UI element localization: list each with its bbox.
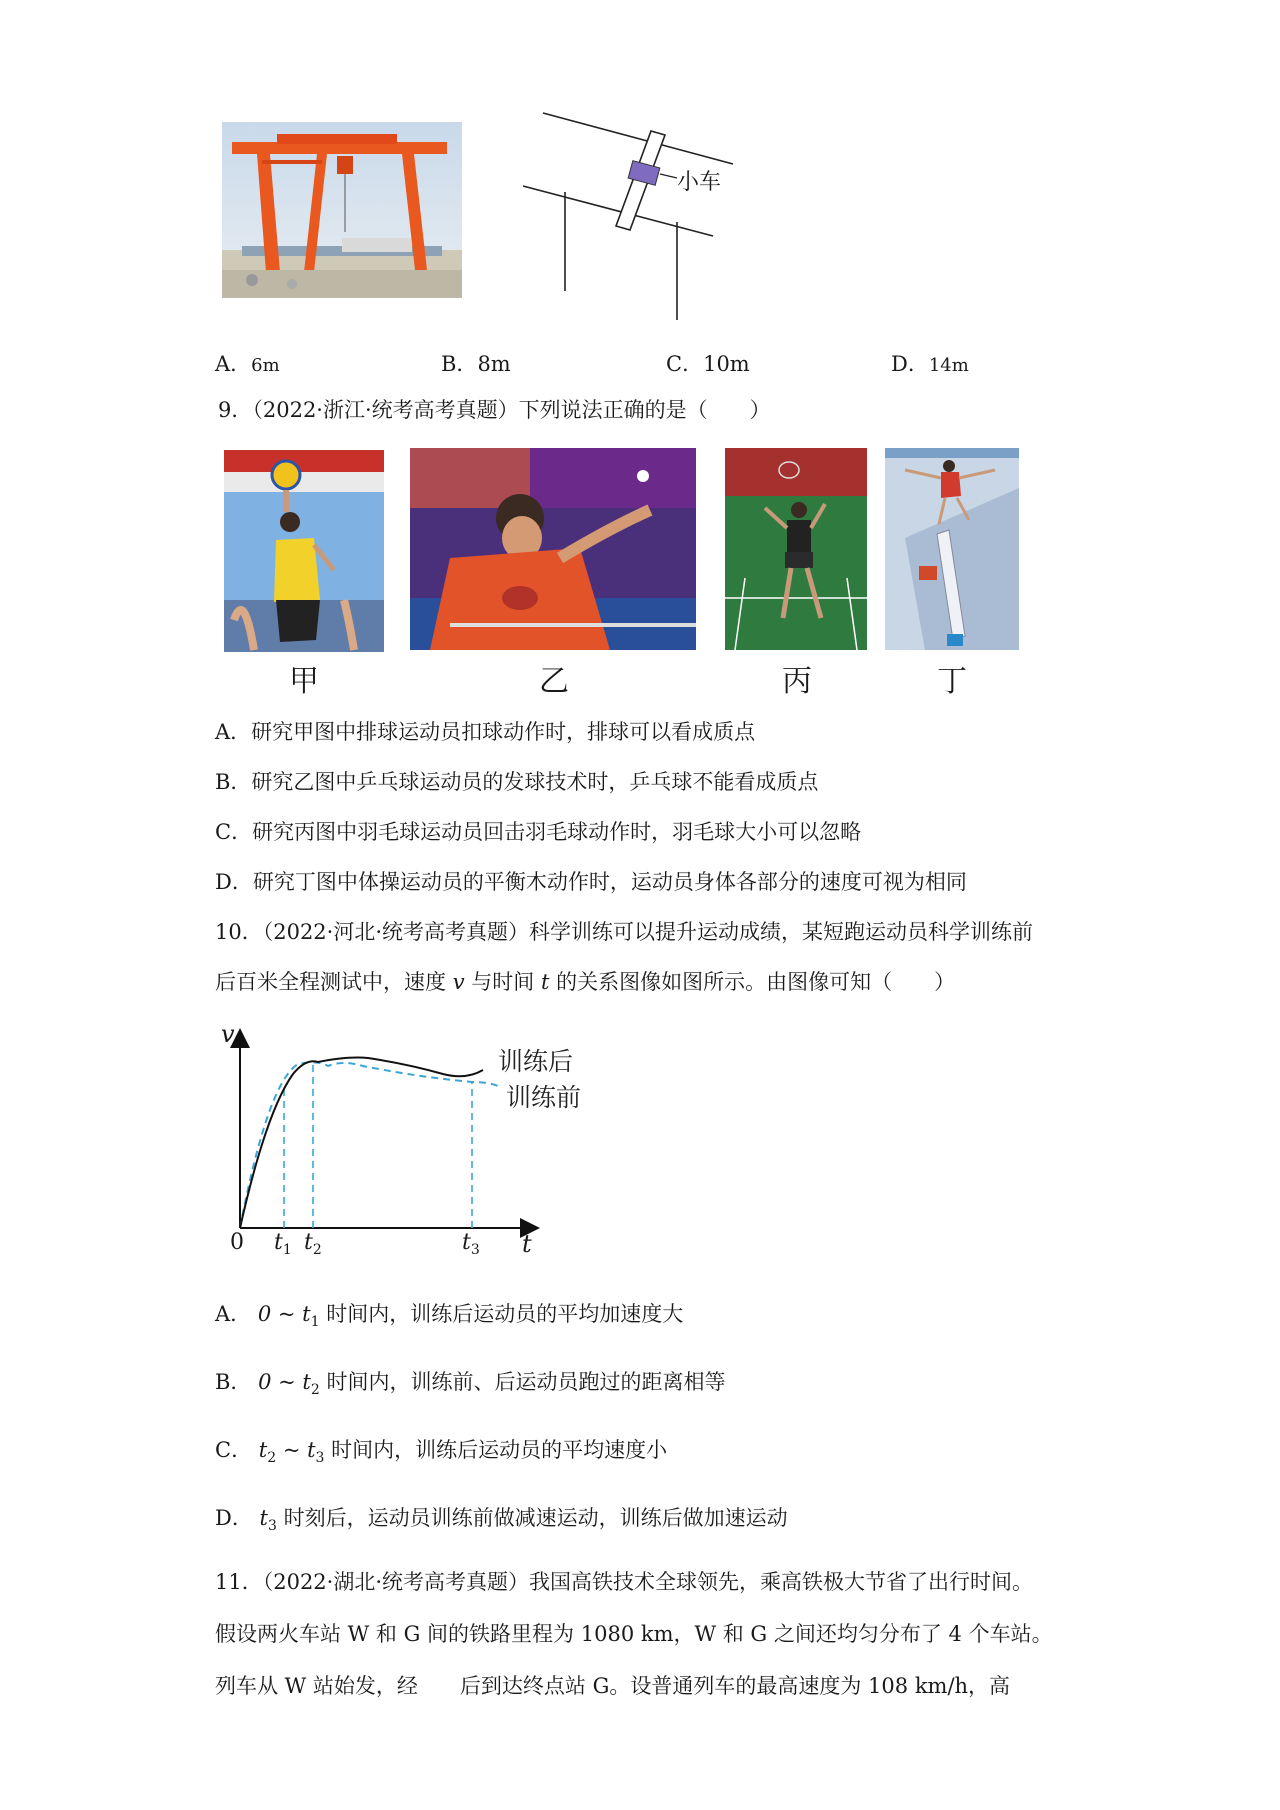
origin-label: 0	[230, 1230, 244, 1255]
stem-text: 后百米全程测试中，速度	[215, 970, 446, 994]
cart-label: 小车	[677, 170, 722, 195]
option-math: $t_2$ ~ $t_3$	[258, 1438, 325, 1466]
q9-option-b: B．研究乙图中乒乓球运动员的发球技术时，乒乓球不能看成质点	[215, 770, 819, 794]
q11-line2: 假设两火车站 W 和 G 间的铁路里程为 1080 km，W 和 G 之间还均匀分布了 4 个车站。	[215, 1622, 1053, 1646]
q10-option-d	[215, 1504, 788, 1540]
option-key: C．	[215, 1438, 253, 1462]
after-training-curve	[240, 1058, 483, 1229]
q10-stem-line2	[215, 968, 955, 996]
option-key: A．	[215, 352, 252, 376]
v-axis-label: v	[221, 1020, 235, 1048]
t-axis-label: t	[522, 1230, 532, 1258]
stem-text: 的关系图像如图所示。由图像可知（ ）	[556, 970, 956, 994]
after-training-legend: 训练后	[498, 1047, 574, 1076]
badminton-photo	[725, 448, 867, 650]
before-training-curve	[240, 1062, 498, 1228]
caption-yi: 乙	[539, 664, 569, 699]
crane-track-diagram	[515, 108, 765, 328]
option-key: D．	[215, 1506, 253, 1530]
q10-option-a	[215, 1300, 683, 1336]
option-text: 时刻后，运动员训练前做减速运动，训练后做加速运动	[283, 1506, 788, 1530]
option-text: 时间内，训练后运动员的平均速度小	[331, 1438, 668, 1462]
balance-beam-photo	[885, 448, 1019, 650]
q11-line3: 列车从 W 站始发，经 后到达终点站 G。设普通列车的最高速度为 108 km/h，高	[215, 1674, 1011, 1698]
option-value: 8m	[477, 352, 511, 376]
option-key: C．	[666, 352, 704, 376]
gantry-crane-photo	[222, 122, 462, 298]
stem-text: 与时间	[471, 970, 535, 994]
velocity-time-graph	[218, 1022, 598, 1262]
q8-option-c	[666, 348, 750, 378]
t1-tick-label: $t_1$	[274, 1230, 292, 1258]
option-value: 10m	[703, 352, 750, 376]
option-math: 0 ~ $t_1$	[257, 1302, 320, 1330]
q9-stem: 9．（2022·浙江·统考高考真题）下列说法正确的是（ ）	[218, 398, 771, 422]
q8-option-d	[891, 348, 969, 378]
caption-bing: 丙	[782, 664, 812, 699]
option-math: $t_3$	[259, 1506, 277, 1534]
caption-jia: 甲	[289, 664, 319, 699]
option-key: B．	[441, 352, 478, 376]
velocity-symbol: v	[452, 970, 465, 994]
volleyball-photo	[224, 450, 384, 652]
q10-option-b	[215, 1368, 725, 1404]
q11-line1: 11．（2022·湖北·统考高考真题）我国高铁技术全球领先，乘高铁极大节省了出行时间。	[215, 1570, 1034, 1594]
q8-option-a	[215, 348, 280, 378]
option-key: A．	[215, 1302, 252, 1326]
caption-ding: 丁	[937, 664, 967, 699]
before-training-legend: 训练前	[506, 1083, 582, 1112]
q10-option-c	[215, 1436, 667, 1472]
q9-option-a: A．研究甲图中排球运动员扣球动作时，排球可以看成质点	[215, 720, 756, 744]
table-tennis-photo	[410, 448, 696, 650]
q8-option-b	[441, 348, 511, 378]
option-value: 6m	[251, 355, 280, 376]
option-text: 时间内，训练前、后运动员跑过的距离相等	[326, 1370, 726, 1394]
time-symbol: t	[540, 970, 550, 994]
option-math: 0 ~ $t_2$	[258, 1370, 320, 1398]
q9-option-c: C．研究丙图中羽毛球运动员回击羽毛球动作时，羽毛球大小可以忽略	[215, 820, 862, 844]
t3-tick-label: $t_3$	[462, 1230, 480, 1258]
t2-tick-label: $t_2$	[304, 1230, 322, 1258]
option-value: 14m	[928, 355, 969, 376]
option-text: 时间内，训练后运动员的平均加速度大	[326, 1302, 684, 1326]
option-key: B．	[215, 1370, 252, 1394]
q9-option-d: D．研究丁图中体操运动员的平衡木动作时，运动员身体各部分的速度可视为相同	[215, 870, 967, 894]
option-key: D．	[891, 352, 929, 376]
q10-stem-line1: 10．（2022·河北·统考高考真题）科学训练可以提升运动成绩，某短跑运动员科学训练前	[215, 920, 1034, 944]
